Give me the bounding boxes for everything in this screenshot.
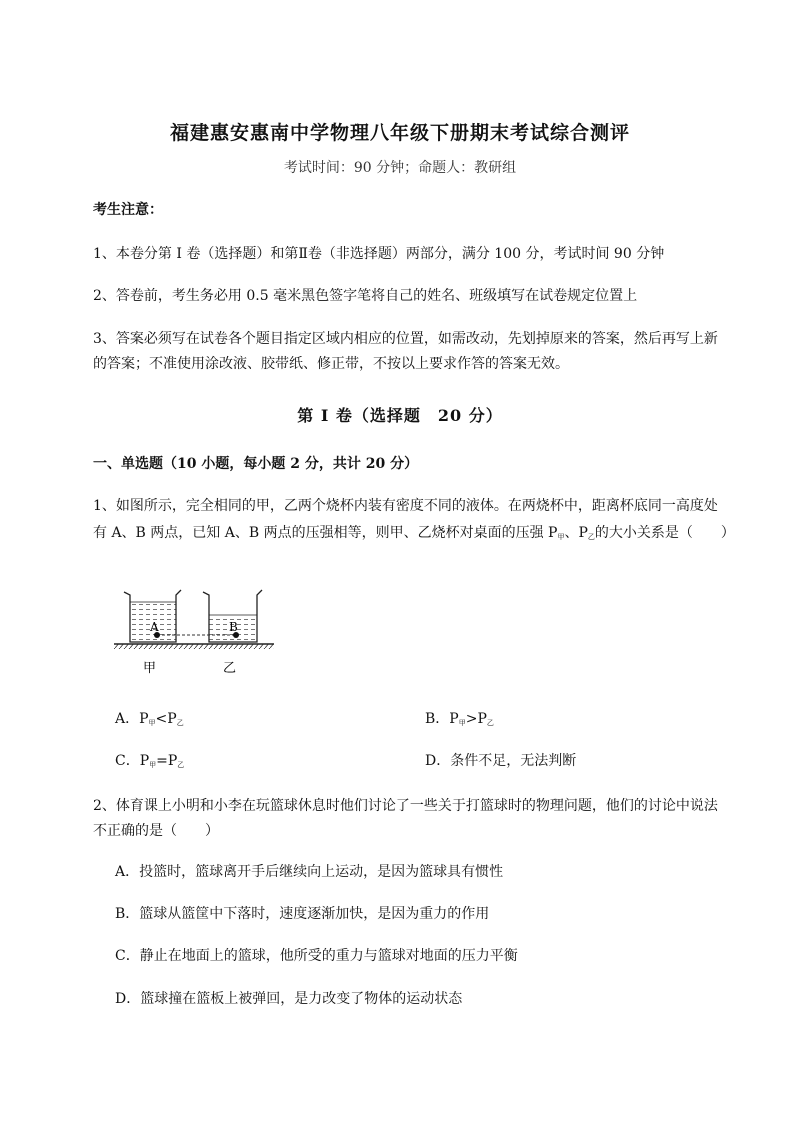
q2-stem-line2: 不正确的是（ ） bbox=[93, 823, 219, 839]
notice-item-3-line1: 3、答案必须写在试卷各个题目指定区域内相应的位置，如需改动，先划掉原来的答案，然后再写上新 bbox=[93, 331, 718, 347]
beakers-figure bbox=[110, 582, 280, 682]
label-jia: 甲 bbox=[143, 661, 157, 676]
notice-item-2: 2、答卷前，考生务必用 0.5 毫米黑色签字笔将自己的姓名、班级填写在试卷规定位置上 bbox=[93, 288, 638, 304]
section-title: 第 I 卷（选择题 20 分） bbox=[297, 406, 503, 425]
beaker-yi bbox=[203, 590, 262, 642]
q1-option-d: D．条件不足，无法判断 bbox=[425, 753, 577, 769]
page-title: 福建惠安惠南中学物理八年级下册期末考试综合测评 bbox=[169, 122, 630, 144]
part-heading: 一、单选题（10 小题，每小题 2 分，共计 20 分） bbox=[93, 456, 419, 472]
label-yi: 乙 bbox=[223, 661, 237, 676]
notice-item-3-line2: 的答案；不准使用涂改液、胶带纸、修正带，不按以上要求作答的答案无效。 bbox=[93, 356, 569, 372]
beakers-svg bbox=[110, 582, 280, 682]
beaker-jia bbox=[124, 590, 181, 642]
notice-heading: 考生注意： bbox=[93, 202, 163, 218]
q2-stem-line1: 2、体育课上小明和小李在玩篮球休息时他们讨论了一些关于打篮球时的物理问题，他们的讨论中说法 bbox=[93, 798, 718, 814]
notice-item-1: 1、本卷分第 I 卷（选择题）和第Ⅱ卷（非选择题）两部分，满分 100 分，考试时间 90 分钟 bbox=[93, 246, 665, 262]
q1-option-a: A．$P_甲<P_乙$ bbox=[115, 711, 184, 727]
q2-option-c: C．静止在地面上的篮球，他所受的重力与篮球对地面的压力平衡 bbox=[115, 948, 518, 964]
q2-option-a: A．投篮时，篮球离开手后继续向上运动，是因为篮球具有惯性 bbox=[115, 864, 504, 880]
page-subtitle: 考试时间：90 分钟；命题人：教研组 bbox=[283, 160, 517, 176]
q1-stem-line1: 1、如图所示，完全相同的甲，乙两个烧杯内装有密度不同的液体。在两烧杯中，距离杯底同一高度处 bbox=[93, 498, 718, 514]
q2-option-d: D．篮球撞在篮板上被弹回，是力改变了物体的运动状态 bbox=[115, 991, 463, 1007]
point-a-label: A bbox=[150, 620, 159, 634]
q1-option-b: B．$P_甲>P_乙$ bbox=[425, 711, 494, 727]
q2-option-b: B．篮球从篮筐中下落时，速度逐渐加快，是因为重力的作用 bbox=[115, 906, 490, 922]
q1-stem-line2: 有 A、B 两点，已知 A、B 两点的压强相等，则甲、乙烧杯对桌面的压强 $P_甲$、$P_乙$的大小关系是（ ） bbox=[93, 525, 735, 541]
q1-option-c: C．$P_甲=P_乙$ bbox=[115, 753, 185, 769]
point-b-label: B bbox=[229, 620, 238, 634]
